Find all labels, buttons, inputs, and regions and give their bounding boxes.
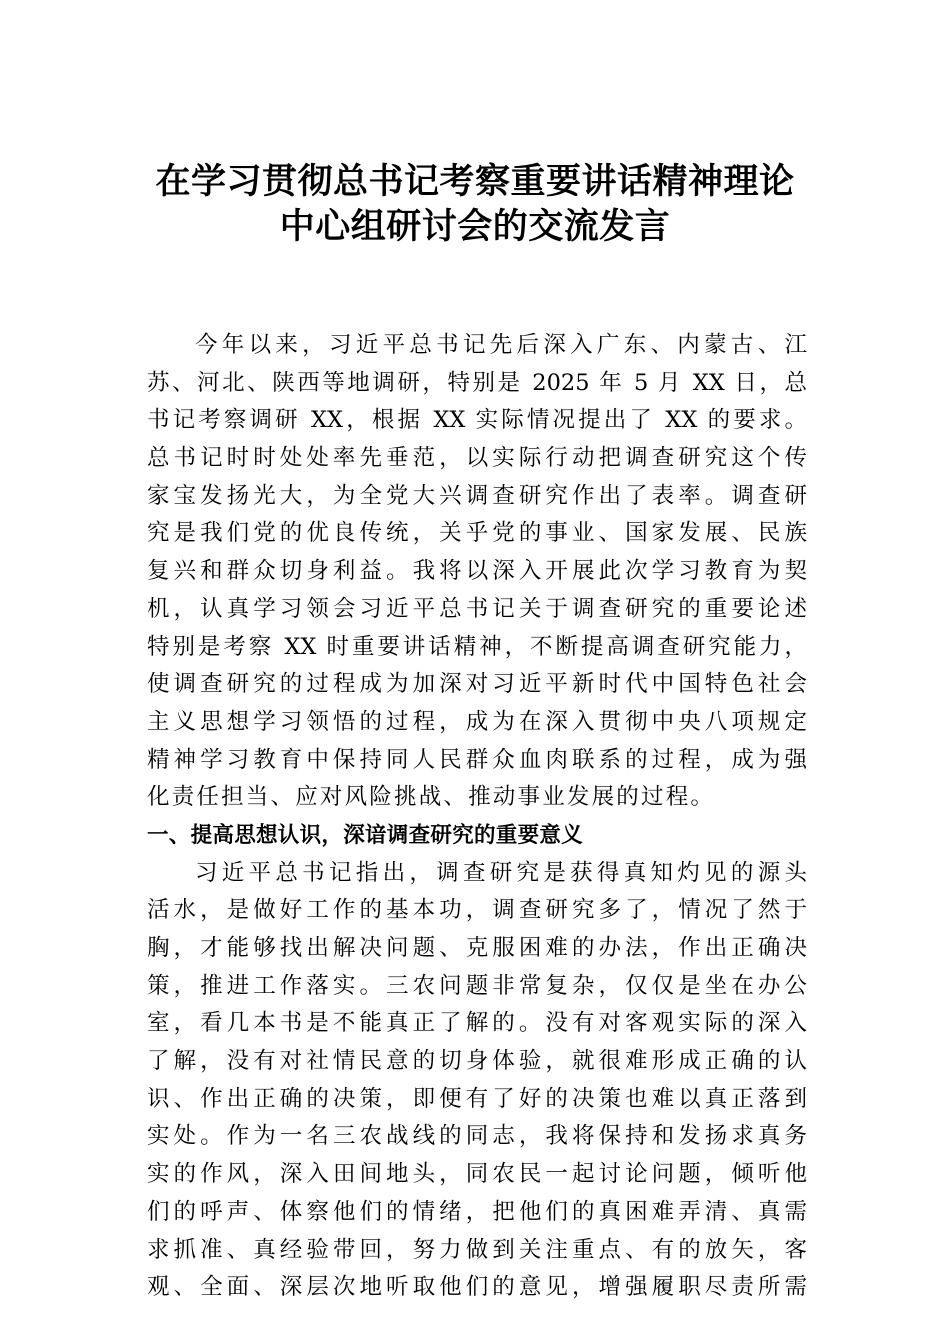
paragraph-line: 了解，没有对社情民意的切身体验，就很难形成正确的认 [147,1048,807,1075]
paragraph-line: 使调查研究的过程成为加深对习近平新时代中国特色社会 [147,671,807,698]
paragraph-line: 书记考察调研 XX，根据 XX 实际情况提出了 XX 的要求。 [147,407,807,434]
document-title-line-1: 在学习贯彻总书记考察重要讲话精神理论 [155,162,795,202]
paragraph-line: 们的呼声、体察他们的情绪，把他们的真困难弄清、真需 [147,1198,807,1225]
paragraph-line: 识、作出正确的决策，即便有了好的决策也难以真正落到 [147,1085,807,1112]
paragraph-line: 习近平总书记指出，调查研究是获得真知灼见的源头 [195,859,807,886]
paragraph-line: 求抓准、真经验带回，努力做到关注重点、有的放矢，客 [147,1236,807,1263]
paragraph-line: 精神学习教育中保持同人民群众血肉联系的过程，成为强 [147,746,807,773]
paragraph-line: 苏、河北、陕西等地调研，特别是 2025 年 5 月 XX 日，总 [147,369,807,396]
document-body [147,327,807,1307]
paragraph-line: 今年以来，习近平总书记先后深入广东、内蒙古、江 [195,332,807,358]
paragraph-line: 机，认真学习领会习近平总书记关于调查研究的重要论述 [147,595,807,622]
paragraph-line: 室，看几本书是不能真正了解的。没有对客观实际的深入 [147,1010,807,1037]
paragraph-line: 复兴和群众切身利益。我将以深入开展此次学习教育为契 [147,558,807,585]
paragraph-line: 主义思想学习领悟的过程，成为在深入贯彻中央八项规定 [147,708,807,735]
paragraph-line: 化责任担当、应对风险挑战、推动事业发展的过程。 [147,784,716,811]
document-title-line-2: 中心组研讨会的交流发言 [279,207,671,247]
paragraph-line: 策，推进工作落实。三农问题非常复杂，仅仅是坐在办公 [147,972,807,999]
paragraph-line: 实的作风，深入田间地头，同农民一起讨论问题，倾听他 [147,1161,807,1188]
section-heading: 一、提高思想认识，深谙调查研究的重要意义 [147,822,584,848]
paragraph-line: 特别是考察 XX 时重要讲话精神，不断提高调查研究能力， [147,633,807,660]
paragraph-line: 总书记时时处处率先垂范，以实际行动把调查研究这个传 [147,445,807,472]
paragraph-line: 观、全面、深层次地听取他们的意见，增强履职尽责所需 [147,1274,807,1301]
paragraph-line: 胸，才能够找出解决问题、克服困难的办法，作出正确决 [147,935,807,961]
paragraph-line: 究是我们党的优良传统，关乎党的事业、国家发展、民族 [147,520,807,547]
paragraph-line: 活水，是做好工作的基本功，调查研究多了，情况了然于 [147,897,807,924]
paragraph-line: 实处。作为一名三农战线的同志，我将保持和发扬求真务 [147,1123,807,1150]
paragraph-line: 家宝发扬光大，为全党大兴调查研究作出了表率。调查研 [147,482,807,509]
